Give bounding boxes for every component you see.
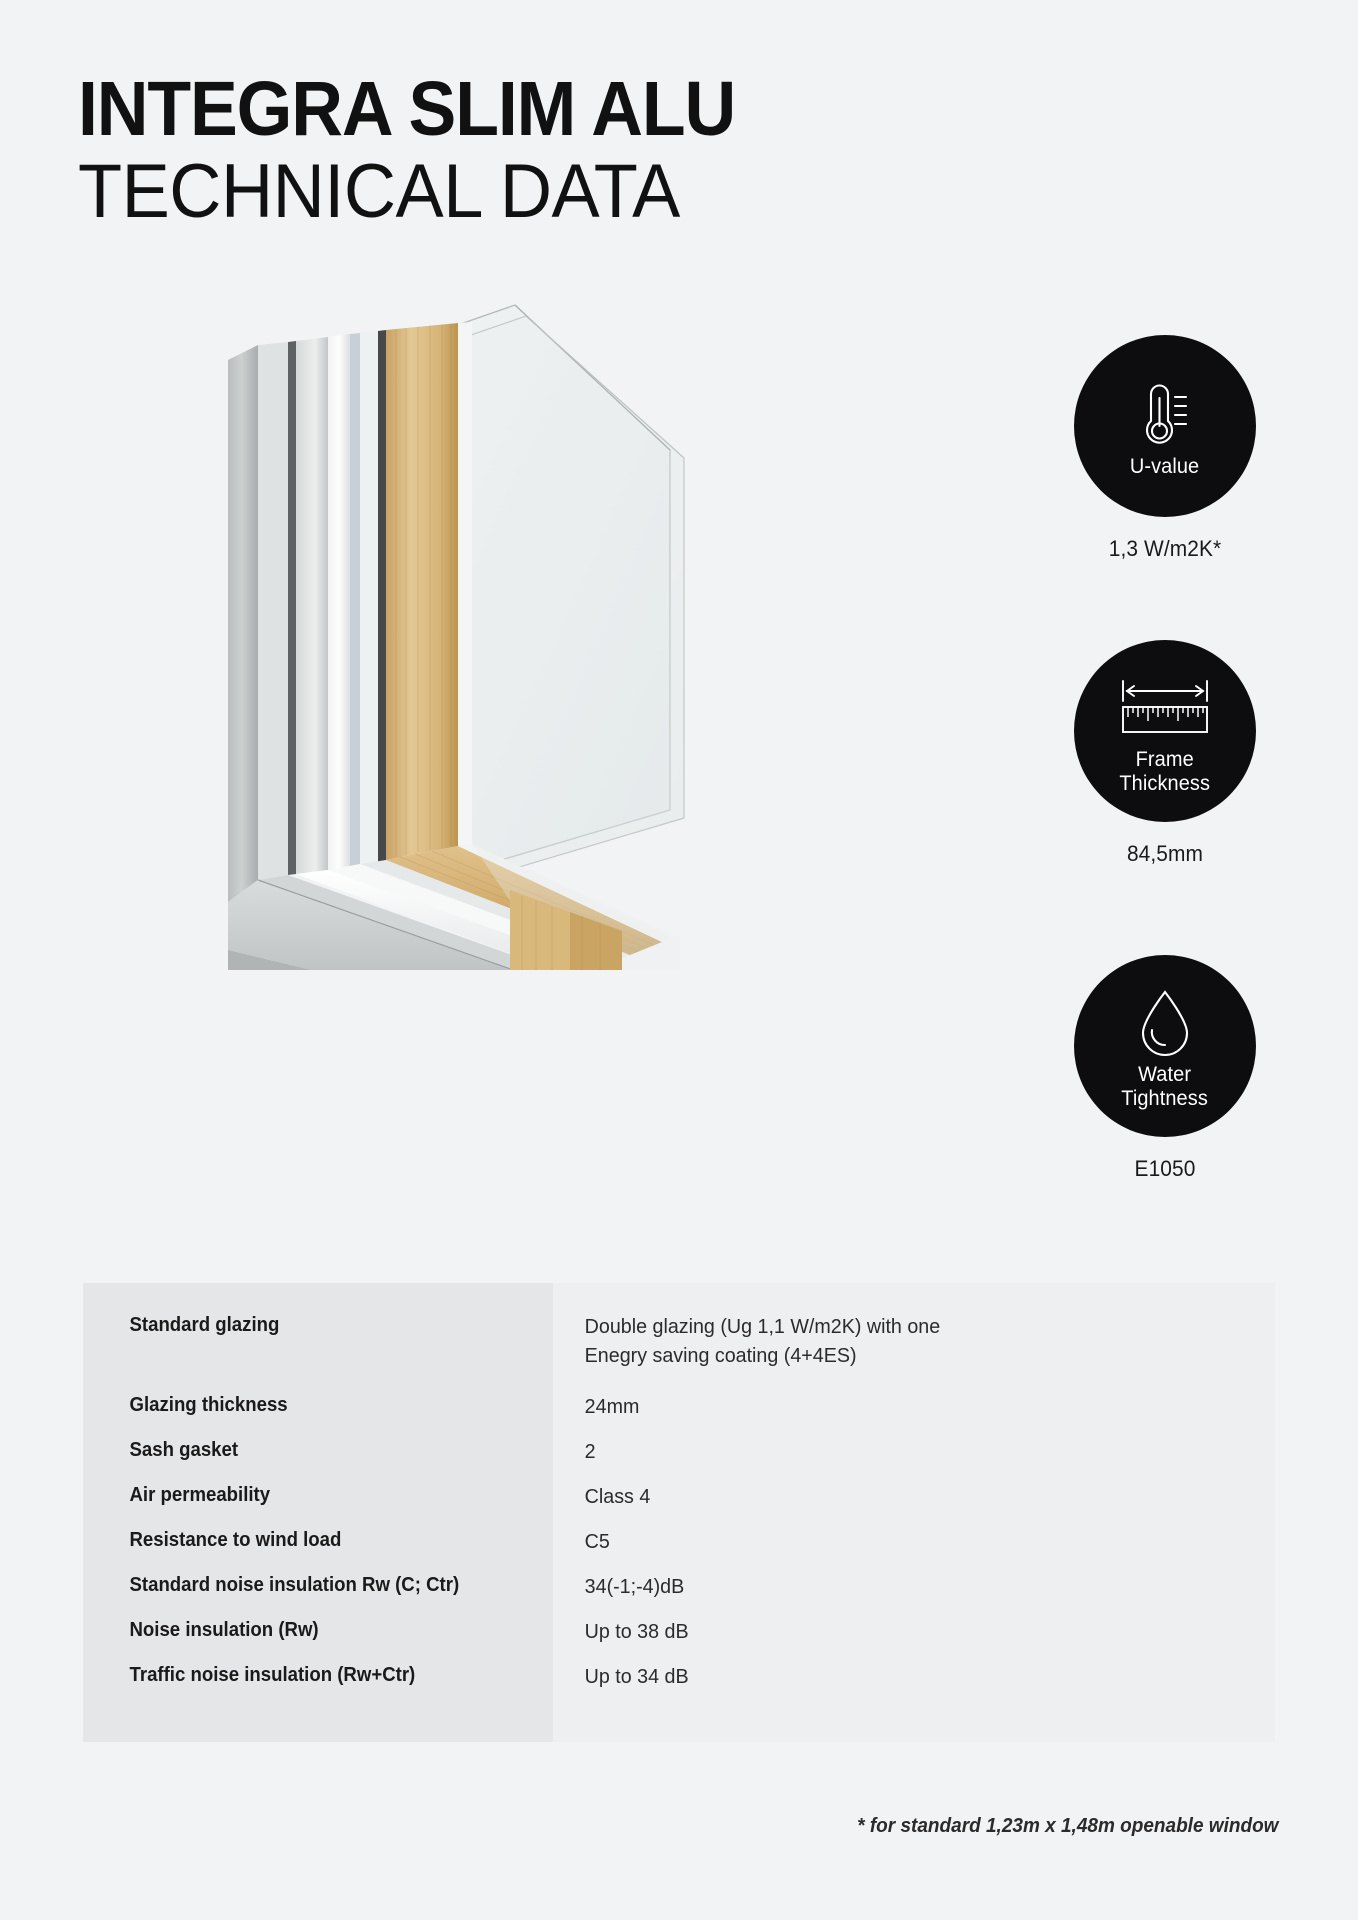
spec-label: Air permeability [129,1484,271,1506]
water-drop-icon [1137,987,1193,1059]
specification-table [83,1283,1275,1742]
ruler-icon [1119,672,1211,744]
badge-label-line-2: Thickness [1119,772,1211,795]
badge-value: E1050 [1134,1156,1196,1181]
footnote: * for standard 1,23m x 1,48m openable window [856,1815,1278,1837]
page-subtitle: TECHNICAL DATA [78,148,680,234]
badge-circle [1074,335,1256,517]
spec-value: 24mm [584,1395,640,1418]
badge-label: U-value [1130,455,1200,479]
table-row [83,1312,1275,1392]
spec-rows [83,1283,1275,1707]
feature-badge-water-tightness [1055,955,1275,1182]
feature-badge-frame-thickness [1055,640,1275,867]
table-row [83,1662,1275,1707]
table-row [83,1392,1275,1437]
spec-value: C5 [584,1530,610,1553]
spec-value: Class 4 [584,1485,651,1508]
product-cross-section-image [210,290,830,970]
badge-label-line-1: Frame [1135,748,1195,772]
feature-badge-u-value [1055,335,1275,562]
spec-value: Up to 34 dB [584,1665,689,1688]
spec-label: Glazing thickness [129,1394,288,1416]
table-row [83,1572,1275,1617]
badge-label-line-1: Water [1138,1063,1192,1087]
page-title-block [78,66,978,234]
table-row [83,1482,1275,1527]
spec-value-line-2: Enegry saving coating (4+4ES) [584,1344,857,1368]
spec-label: Sash gasket [129,1439,239,1461]
spec-label: Standard glazing [129,1314,280,1336]
table-row [83,1617,1275,1662]
badge-label [1122,1063,1209,1110]
badge-value: 1,3 W/m2K* [1108,536,1222,561]
spec-value: Up to 38 dB [584,1620,689,1643]
badge-circle [1074,640,1256,822]
thermometer-icon [1137,379,1193,451]
spec-label: Traffic noise insulation (Rw+Ctr) [129,1664,416,1686]
table-row [83,1527,1275,1572]
spec-label: Noise insulation (Rw) [129,1619,319,1641]
page-title: INTEGRA SLIM ALU [78,66,736,152]
badge-circle [1074,955,1256,1137]
badge-value: 84,5mm [1126,841,1204,866]
frame-jamb-stack [228,322,472,902]
table-row [83,1437,1275,1482]
badge-label [1120,748,1211,795]
spec-value: 2 [584,1440,596,1463]
badge-label-line-2: Tightness [1121,1087,1209,1110]
spec-value: 34(-1;-4)dB [584,1575,685,1598]
spec-label: Resistance to wind load [129,1529,342,1551]
spec-value-line-1: Double glazing (Ug 1,1 W/m2K) with one [584,1315,941,1338]
spec-label: Standard noise insulation Rw (C; Ctr) [129,1574,460,1596]
spec-value [553,1312,1246,1370]
